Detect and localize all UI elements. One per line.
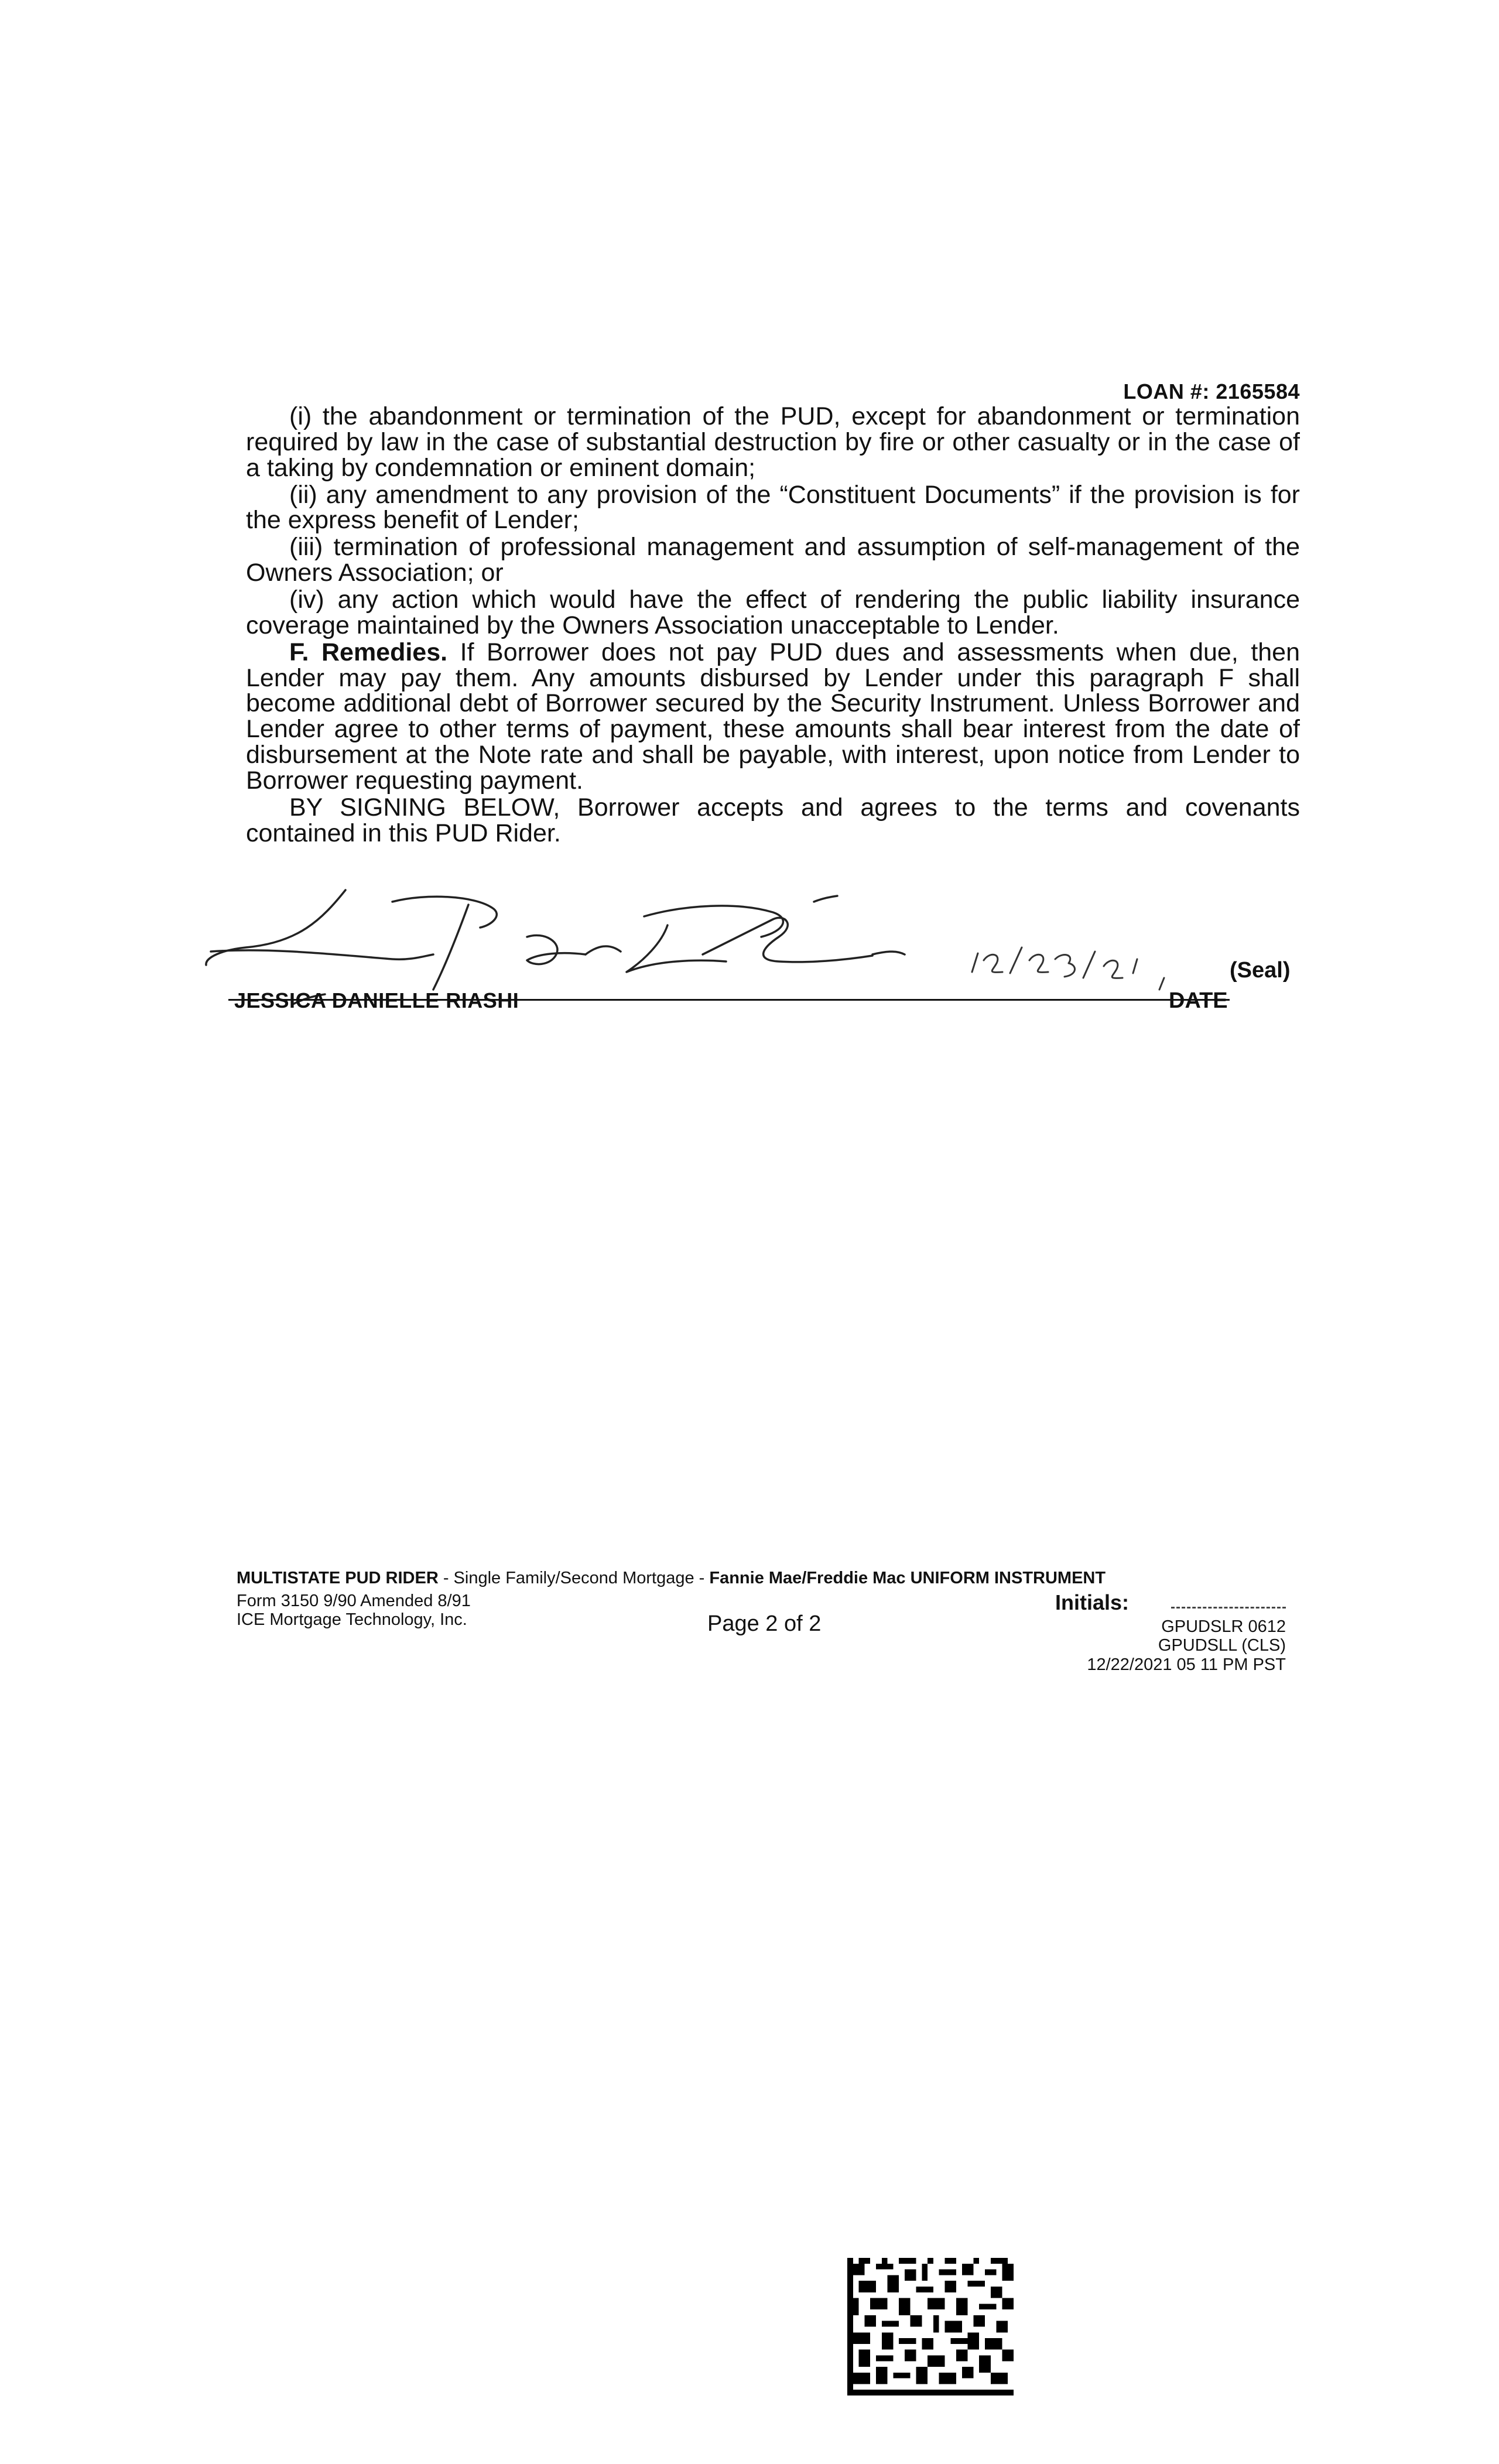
remedies-paragraph	[246, 640, 1300, 794]
seal-label: (Seal)	[1230, 958, 1291, 983]
remedies-text: If Borrower does not pay PUD dues and assessments when due, then Lender may pay them. Any amounts disbursed by Lender under this paragraph F shall become additional debt of Borrower secured by the Security Instrument. Unless Borrower and Lender agree to other terms of payment, these amounts shall bear interest from the date of disbursement at the Note rate and shall be payable, with interest, upon notice from Lender to Borrower requesting payment.	[246, 638, 1300, 795]
print-timestamp: 12/22/2021 05 11 PM PST	[1087, 1655, 1286, 1674]
form-title-type: - Single Family/Second Mortgage -	[438, 1569, 710, 1587]
clause-i: (i) the abandonment or termination of the PUD, except for abandonment or termination required by law in the case of substantial destruction by fire or other casualty or in the case of a taking by condemnation or eminent domain;	[246, 402, 1300, 482]
form-number: Form 3150 9/90 Amended 8/91	[237, 1592, 471, 1610]
form-code-1: GPUDSLR 0612	[1161, 1617, 1286, 1636]
form-codes	[1087, 1617, 1286, 1674]
form-info	[237, 1592, 471, 1630]
borrower-name: JESSICA DANIELLE RIASHI	[234, 988, 519, 1012]
initials-label: Initials:	[1055, 1590, 1130, 1614]
rider-body	[246, 404, 1300, 848]
signature-block	[199, 878, 1312, 1031]
loan-number: LOAN #: 2165584	[1123, 379, 1300, 403]
clause-iii: (iii) termination of professional management and assumption of self-management of the Owners Association; or	[246, 533, 1300, 587]
form-title	[237, 1569, 1106, 1587]
company-name: ICE Mortgage Technology, Inc.	[237, 1610, 467, 1630]
form-code-2: GPUDSLL (CLS)	[1158, 1636, 1286, 1655]
form-title-instrument: Fannie Mae/Freddie Mac UNIFORM INSTRUMENT	[709, 1569, 1106, 1587]
page-number: Page 2 of 2	[707, 1611, 822, 1636]
initials-blank	[1171, 1607, 1286, 1610]
date-label: DATE	[1169, 988, 1228, 1013]
document-barcode	[846, 2258, 1015, 2395]
form-title-name: MULTISTATE PUD RIDER	[237, 1569, 439, 1587]
clause-iv: (iv) any action which would have the effect of rendering the public liability insurance coverage maintained by the Owners Association unacceptable to Lender.	[246, 586, 1300, 639]
remedies-heading: F. Remedies.	[289, 638, 448, 666]
signing-statement: BY SIGNING BELOW, Borrower accepts and agrees to the terms and covenants contained in this PUD Rider.	[246, 793, 1300, 847]
clause-ii: (ii) any amendment to any provision of the “Constituent Documents” if the provision is for the express benefit of Lender;	[246, 480, 1300, 535]
form-footer-title	[237, 1569, 1291, 1588]
